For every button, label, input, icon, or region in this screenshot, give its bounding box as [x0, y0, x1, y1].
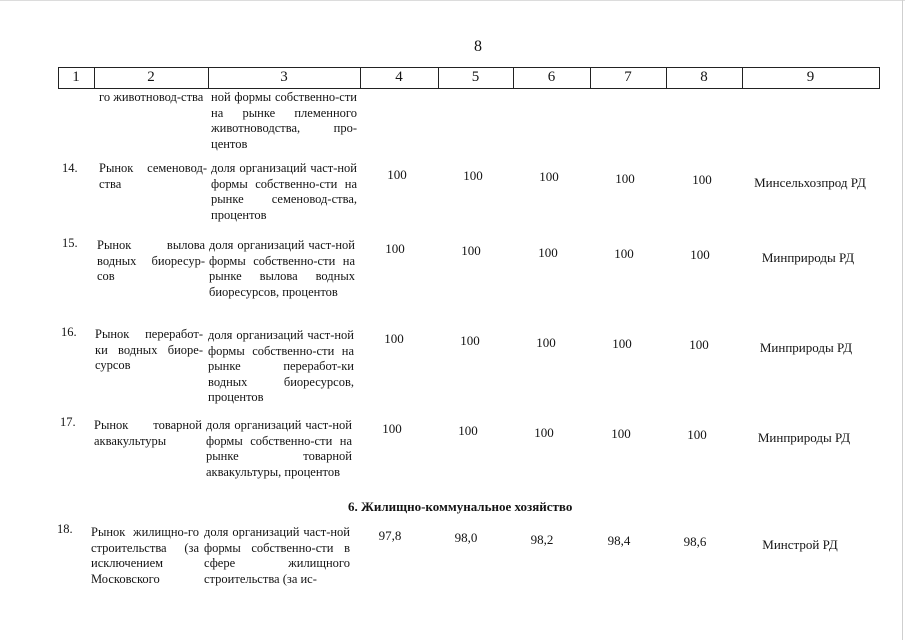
value-cell: 100: [692, 172, 712, 187]
value-cell: 98,0: [454, 530, 478, 545]
value-cell: 100: [612, 336, 632, 351]
value-cell: 100: [539, 169, 559, 184]
header-col-4: 4: [395, 69, 403, 85]
responsible-cell: Минстрой РД: [762, 537, 838, 552]
market-cell: Рынок семеновод-ства: [99, 161, 207, 191]
row-number: 17.: [60, 415, 76, 429]
header-col-1: 1: [72, 69, 80, 85]
market-cell: Рынок переработ-ки водных биоре-сурсов: [95, 327, 203, 372]
row-number: 15.: [62, 236, 78, 250]
header-col-5: 5: [471, 69, 480, 85]
value-cell: 100: [690, 247, 710, 262]
indicator-cell: доля организаций част-ной формы собственно-сти на рынке вылова водных биоресурсов, процентов: [209, 238, 355, 299]
value-cell: 100: [689, 337, 709, 352]
value-cell: 100: [611, 426, 631, 441]
row-number: 18.: [57, 522, 73, 536]
header-col-3: 3: [280, 69, 288, 85]
indicator-cell: доля организаций част-ной формы собственно-сти на рынке переработ-ки водных биоресурсов, процентов: [208, 328, 354, 404]
responsible-cell: Минсельхозпрод РД: [754, 175, 866, 190]
header-col-6: 6: [547, 69, 556, 85]
indicator-cell: доля организаций част-ной формы собственно-сти на рынке товарной аквакультуры, процентов: [206, 418, 352, 479]
value-cell: 97,8: [378, 528, 402, 543]
value-cell: 100: [458, 423, 478, 438]
scan-edge-right: [902, 0, 903, 640]
section-title: 6. Жилищно-коммунальное хозяйство: [348, 499, 573, 514]
header-col-7: 7: [624, 69, 632, 85]
page-number: 8: [474, 38, 482, 55]
header-col-8: 8: [700, 69, 708, 85]
header-bottom-rule: [58, 88, 880, 89]
value-cell: 100: [614, 246, 634, 261]
scan-edge-top: [0, 0, 905, 1]
value-cell: 100: [385, 241, 405, 256]
header-divider: [879, 67, 880, 89]
indicator-cell: доля организаций част-ной формы собственно-сти в сфере жилищного строительства (за ис-: [204, 525, 350, 586]
value-cell: 100: [536, 335, 556, 350]
responsible-cell: Минприроды РД: [757, 430, 851, 445]
header-top-rule: [58, 67, 880, 68]
row-number: 14.: [62, 161, 78, 175]
value-cell: 100: [538, 245, 558, 260]
value-cell: 100: [687, 427, 707, 442]
market-cell: Рынок товарной аквакультуры: [94, 418, 202, 448]
continued-indicator-cell: ной формы собственно-сти на рынке племенного животноводства, про-центов: [211, 90, 357, 151]
value-cell: 100: [382, 421, 402, 436]
value-cell: 98,4: [607, 533, 631, 548]
header-col-9: 9: [806, 69, 815, 85]
row-number: 16.: [61, 325, 77, 339]
market-cell: Рынок вылова водных биоресур-сов: [97, 238, 205, 283]
value-cell: 100: [384, 331, 404, 346]
table-header-row: [58, 67, 880, 89]
value-cell: 98,2: [530, 532, 554, 547]
market-cell: Рынок жилищно-го строительства (за исключением Московского: [91, 525, 199, 586]
continued-market-cell: го животновод-ства: [99, 90, 204, 104]
responsible-cell: Минприроды РД: [759, 340, 853, 355]
value-cell: 100: [615, 171, 635, 186]
value-cell: 100: [461, 243, 481, 258]
responsible-cell: Минприроды РД: [761, 250, 855, 265]
value-cell: 100: [534, 425, 554, 440]
indicator-cell: доля организаций част-ной формы собственно-сти на рынке семеновод-ства, процентов: [211, 161, 357, 222]
header-col-2: 2: [147, 69, 155, 85]
value-cell: 98,6: [683, 534, 707, 549]
value-cell: 100: [463, 168, 483, 183]
value-cell: 100: [387, 167, 407, 182]
value-cell: 100: [460, 333, 480, 348]
